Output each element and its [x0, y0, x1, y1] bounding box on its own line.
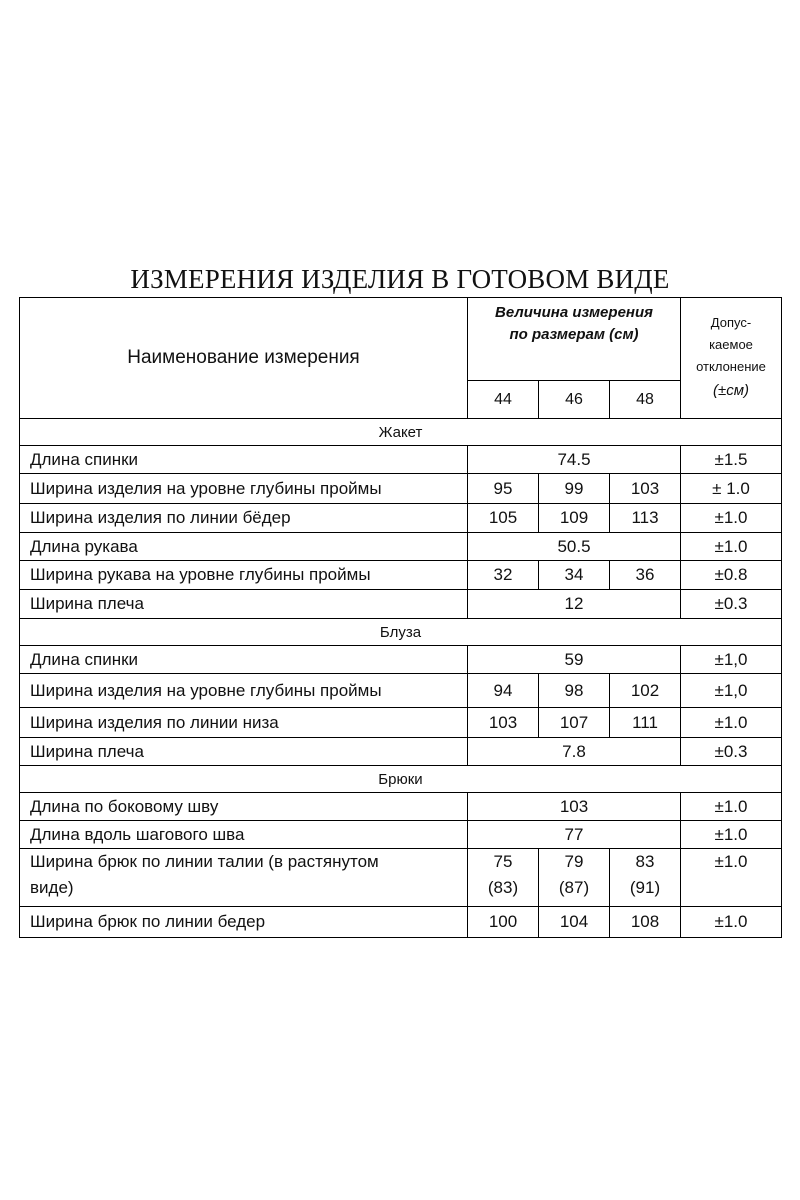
section-title-blouse: Блуза — [20, 619, 782, 646]
measurement-value-44: 103 — [468, 708, 539, 738]
section-row-jacket — [20, 419, 782, 446]
tolerance-value: ±1.0 — [681, 533, 782, 561]
tolerance-value: ±1,0 — [681, 646, 782, 674]
measurement-name: Ширина плеча — [20, 738, 468, 766]
section-row-trousers — [20, 766, 782, 793]
measurement-name: Длина рукава — [20, 533, 468, 561]
measurement-name: Длина вдоль шагового шва — [20, 821, 468, 849]
measurement-value-46: 34 — [539, 561, 610, 590]
tolerance-header-line1: Допус- — [710, 315, 752, 330]
measurement-value-44 — [468, 849, 539, 907]
page-title: ИЗМЕРЕНИЯ ИЗДЕЛИЯ В ГОТОВОМ ВИДЕ — [130, 264, 670, 294]
table-row — [20, 646, 782, 674]
measurement-value-48: 36 — [610, 561, 681, 590]
measurement-value-all-sizes: 7.8 — [468, 738, 681, 766]
tolerance-value: ±0.3 — [681, 590, 782, 619]
table-row — [20, 849, 782, 907]
measurement-name: Длина по боковому шву — [20, 793, 468, 821]
size-44-header: 44 — [468, 381, 539, 419]
measurement-value-46: 98 — [539, 674, 610, 708]
tolerance-value: ±1.0 — [681, 793, 782, 821]
measurement-name: Ширина рукава на уровне глубины проймы — [20, 561, 468, 590]
section-row-blouse — [20, 619, 782, 646]
table-row — [20, 474, 782, 504]
measurement-name: Длина спинки — [20, 646, 468, 674]
measurement-value-all-sizes: 50.5 — [468, 533, 681, 561]
size-48-header: 48 — [610, 381, 681, 419]
tolerance-header-line3: отклонение — [696, 359, 766, 374]
value-primary: 79 — [564, 852, 584, 871]
measurement-name: Ширина изделия по линии бёдер — [20, 504, 468, 533]
measurement-value-all-sizes: 74.5 — [468, 446, 681, 474]
measurement-value-48: 113 — [610, 504, 681, 533]
measurement-value-all-sizes: 103 — [468, 793, 681, 821]
measurement-value-48: 103 — [610, 474, 681, 504]
measurement-value-48: 111 — [610, 708, 681, 738]
measurement-value-46: 99 — [539, 474, 610, 504]
size-group-header — [468, 298, 681, 381]
tolerance-value: ±1,0 — [681, 674, 782, 708]
table-row — [20, 793, 782, 821]
measurement-value-all-sizes: 12 — [468, 590, 681, 619]
measurement-name-line2: виде) — [30, 878, 74, 897]
tolerance-value: ±1.0 — [681, 821, 782, 849]
measurement-value-44: 100 — [468, 907, 539, 938]
size-46-header: 46 — [539, 381, 610, 419]
value-stretched: (87) — [558, 878, 590, 897]
size-group-line2: по размерам (см) — [509, 326, 639, 343]
measurement-name: Ширина изделия по линии низа — [20, 708, 468, 738]
measurement-name — [20, 849, 468, 907]
tolerance-value: ±0.3 — [681, 738, 782, 766]
measurement-value-44: 32 — [468, 561, 539, 590]
table-row — [20, 821, 782, 849]
tolerance-value: ±1.0 — [681, 849, 782, 907]
measurement-name-line1: Ширина брюк по линии талии (в растянутом — [30, 852, 379, 871]
section-title-jacket: Жакет — [20, 419, 782, 446]
measurement-name: Ширина изделия на уровне глубины проймы — [20, 674, 468, 708]
tolerance-value: ± 1.0 — [681, 474, 782, 504]
measurement-value-all-sizes: 59 — [468, 646, 681, 674]
measurement-value-48 — [610, 849, 681, 907]
table-header-row — [20, 298, 782, 381]
measurement-name: Длина спинки — [20, 446, 468, 474]
measurement-value-48: 102 — [610, 674, 681, 708]
value-stretched: (83) — [487, 878, 519, 897]
size-group-line1: Величина измерения — [495, 304, 653, 321]
value-primary: 83 — [635, 852, 655, 871]
table-row — [20, 533, 782, 561]
tolerance-header-line2: каемое — [709, 337, 753, 352]
measurement-value-44: 94 — [468, 674, 539, 708]
table-row — [20, 590, 782, 619]
table-row — [20, 708, 782, 738]
tolerance-header — [681, 298, 782, 419]
measurement-name: Ширина плеча — [20, 590, 468, 619]
measurement-name-header: Наименование измерения — [20, 298, 468, 419]
measurement-value-48: 108 — [610, 907, 681, 938]
measurements-table — [19, 297, 782, 938]
measurement-value-46: 107 — [539, 708, 610, 738]
value-stretched: (91) — [629, 878, 661, 897]
measurement-value-46: 104 — [539, 907, 610, 938]
measurement-value-44: 95 — [468, 474, 539, 504]
measurement-name: Ширина брюк по линии бедер — [20, 907, 468, 938]
measurement-value-44: 105 — [468, 504, 539, 533]
tolerance-value: ±1.0 — [681, 708, 782, 738]
measurement-value-46 — [539, 849, 610, 907]
tolerance-header-line4: (±см) — [712, 382, 749, 399]
table-row — [20, 738, 782, 766]
table-row — [20, 674, 782, 708]
tolerance-value: ±1.0 — [681, 907, 782, 938]
measurement-value-46: 109 — [539, 504, 610, 533]
tolerance-value: ±1.0 — [681, 504, 782, 533]
value-primary: 75 — [493, 852, 513, 871]
table-row — [20, 446, 782, 474]
tolerance-value: ±1.5 — [681, 446, 782, 474]
table-row — [20, 907, 782, 938]
table-row — [20, 504, 782, 533]
section-title-trousers: Брюки — [20, 766, 782, 793]
tolerance-value: ±0.8 — [681, 561, 782, 590]
table-row — [20, 561, 782, 590]
measurement-name: Ширина изделия на уровне глубины проймы — [20, 474, 468, 504]
measurement-value-all-sizes: 77 — [468, 821, 681, 849]
